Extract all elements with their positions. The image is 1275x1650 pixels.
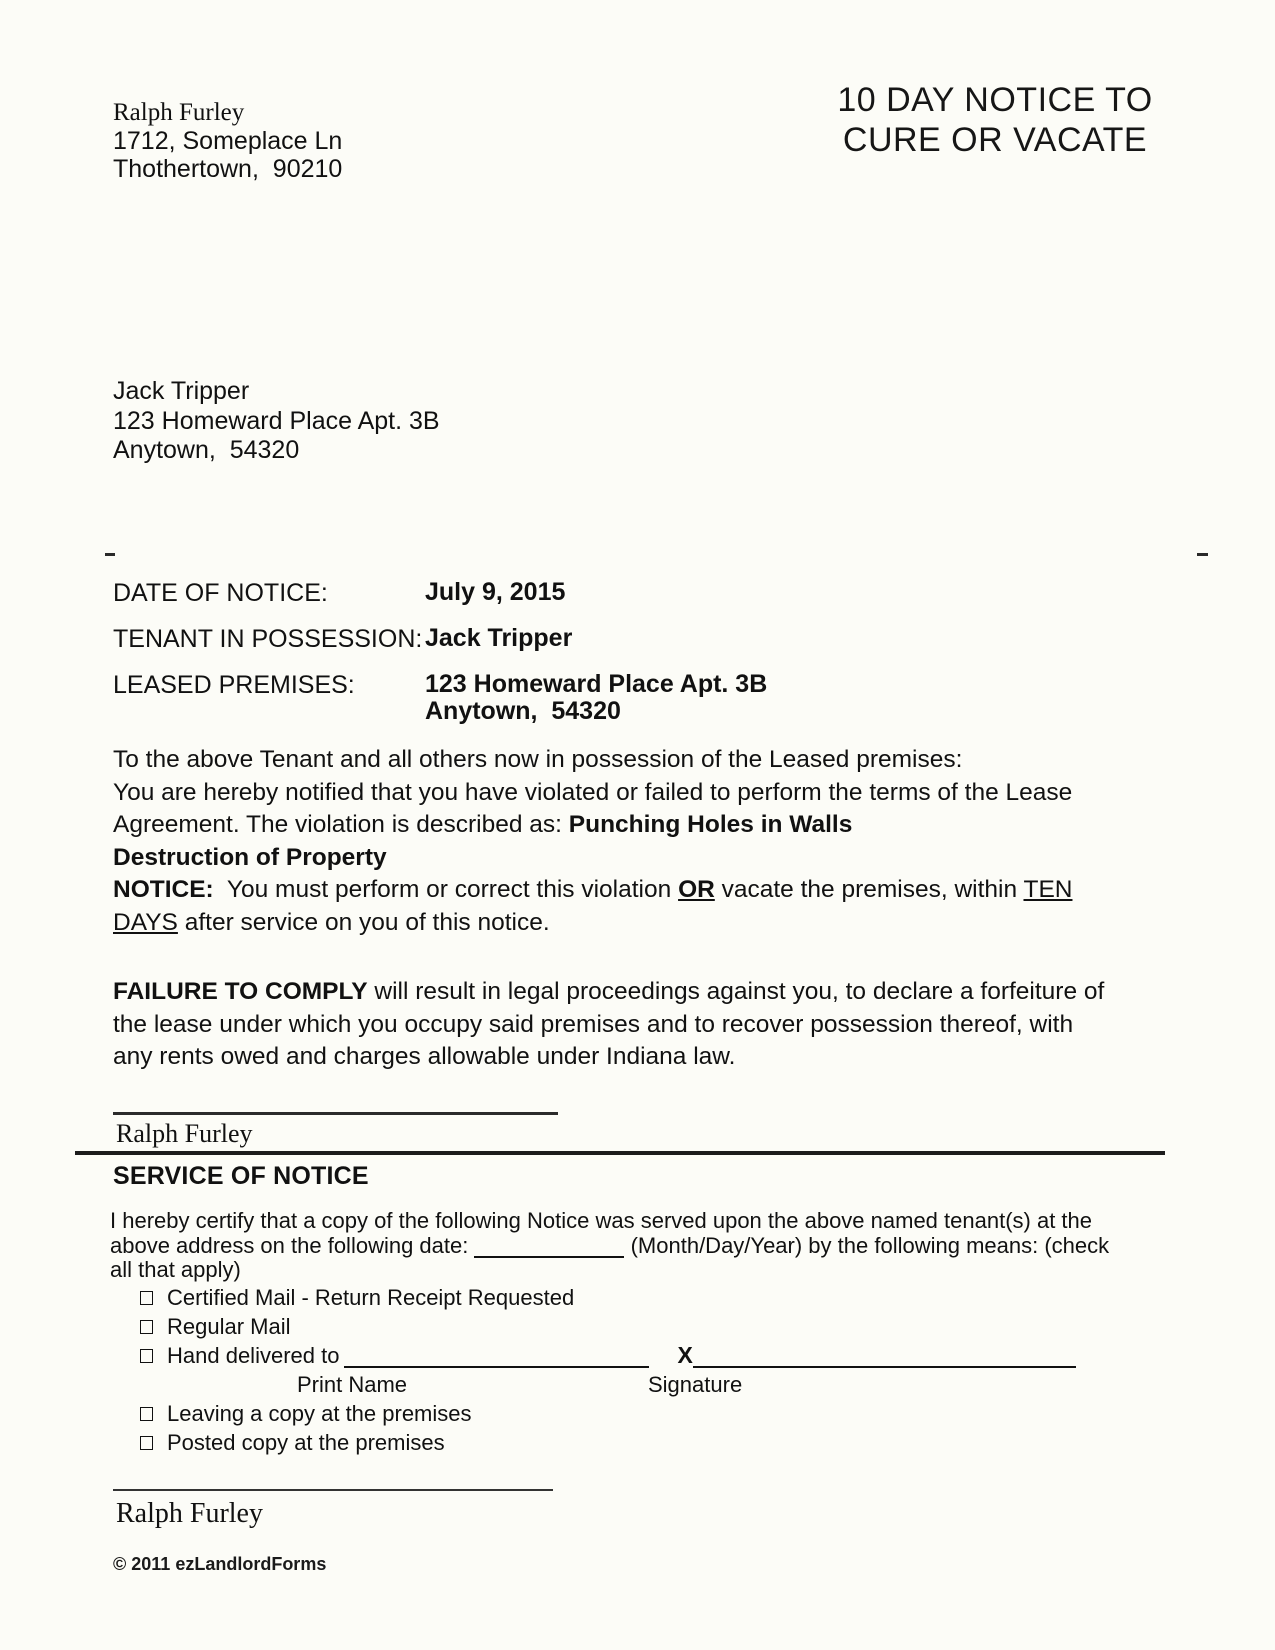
date-of-notice-value: July 9, 2015 <box>425 578 566 606</box>
salutation-line: To the above Tenant and all others now in possession of the Leased premises: <box>113 746 963 773</box>
leased-premises-value-line1: 123 Homeward Place Apt. 3B <box>425 670 768 698</box>
signature-x-mark: X <box>677 1342 693 1368</box>
fold-mark-right <box>1197 553 1208 556</box>
option-leaving-copy-row <box>140 1399 1076 1428</box>
notice-fields <box>113 579 767 742</box>
notice-ten-days-text: TEN DAYS <box>113 876 1073 936</box>
option-regular-mail-label: Regular Mail <box>167 1313 291 1339</box>
signature-caption: Signature <box>648 1372 743 1397</box>
violation-paragraphs <box>113 744 1113 939</box>
document-title-line1: 10 DAY NOTICE TO <box>837 81 1153 119</box>
certify-pre-text: I hereby certify that a copy of the following Notice was served upon the above named tenant(s) at the above address on the following date: <box>110 1208 1093 1258</box>
print-name-caption: Print Name <box>297 1372 408 1397</box>
document-title <box>770 80 1220 160</box>
tenant-name: Jack Tripper <box>113 377 250 405</box>
certify-post-text: (Month/Day/Year) by the following means: (check all that apply) <box>110 1232 1110 1282</box>
violation-detail-text: Destruction of Property <box>113 843 387 871</box>
landlord-address-line1: 1712, Someplace Ln <box>113 127 343 155</box>
checkbox-regular-mail[interactable] <box>140 1320 153 1334</box>
notice-mid-text: vacate the premises, within <box>714 876 1024 903</box>
checkbox-leaving-copy[interactable] <box>140 1407 153 1421</box>
violation-paragraph <box>113 777 1113 842</box>
leased-premises-value-line2: Anytown, 54320 <box>425 697 621 725</box>
option-leaving-copy-label: Leaving a copy at the premises <box>167 1400 472 1426</box>
notice-sentence <box>113 874 1113 939</box>
copyright-footer: © 2011 ezLandlordForms <box>113 1554 327 1574</box>
tenant-address-line1: 123 Homeward Place Apt. 3B <box>113 406 440 435</box>
landlord-name: Ralph Furley <box>113 99 245 126</box>
blank-captions-row <box>140 1370 1076 1399</box>
failure-paragraph <box>113 976 1113 1074</box>
tenant-in-possession-label: TENANT IN POSSESSION: <box>113 625 423 653</box>
notice-label: NOTICE: <box>113 876 214 903</box>
leased-premises-label: LEASED PREMISES: <box>113 671 355 699</box>
certify-paragraph <box>110 1209 1110 1283</box>
checkbox-hand-delivered[interactable] <box>140 1349 153 1363</box>
option-hand-delivered-row <box>140 1341 1076 1370</box>
failure-text: will result in legal proceedings against you, to declare a forfeiture of the lease under which you occupy said premises and to recover possession thereof, with any rents owed and charges allowable under Indiana law. <box>113 978 1105 1070</box>
failure-label: FAILURE TO COMPLY <box>113 978 368 1005</box>
date-of-notice-row <box>113 579 767 608</box>
option-certified-mail-row <box>140 1283 1076 1312</box>
tenant-address-block <box>113 377 440 466</box>
violation-intro-text: You are hereby notified that you have violated or failed to perform the terms of the Lease Agreement. The violation is described as: <box>113 778 1073 838</box>
service-of-notice-heading: SERVICE OF NOTICE <box>113 1162 369 1190</box>
notice-post-text: after service on you of this notice. <box>177 908 550 936</box>
service-date-blank[interactable] <box>474 1234 624 1258</box>
print-name-blank[interactable] <box>344 1344 649 1368</box>
notice-or-text: OR <box>678 876 715 903</box>
notice-pre-text: You must perform or correct this violation <box>213 876 679 903</box>
tenant-address-line2: Anytown, 54320 <box>113 436 300 464</box>
tenant-in-possession-row <box>113 625 767 654</box>
option-posted-copy-label: Posted copy at the premises <box>167 1429 445 1455</box>
service-means-checklist <box>140 1283 1076 1457</box>
server-signature-line[interactable] <box>113 1489 553 1491</box>
checkbox-posted-copy[interactable] <box>140 1436 153 1450</box>
landlord-address-block <box>113 99 342 183</box>
document-title-line2: CURE OR VACATE <box>842 121 1148 159</box>
signature-blank[interactable] <box>693 1344 1076 1368</box>
option-regular-mail-row <box>140 1312 1076 1341</box>
server-signature-name: Ralph Furley <box>116 1498 263 1529</box>
violation-name-text: Punching Holes in Walls <box>568 811 853 838</box>
leased-premises-row <box>113 671 767 725</box>
section-divider <box>75 1151 1165 1155</box>
option-certified-mail-label: Certified Mail - Return Receipt Requested <box>167 1284 575 1310</box>
tenant-in-possession-value: Jack Tripper <box>425 624 573 652</box>
option-posted-copy-row <box>140 1428 1076 1457</box>
checkbox-certified-mail[interactable] <box>140 1291 153 1305</box>
option-hand-delivered-label: Hand delivered to <box>167 1342 340 1368</box>
date-of-notice-label: DATE OF NOTICE: <box>113 579 328 607</box>
leased-premises-value <box>425 671 767 725</box>
landlord-signature-line[interactable] <box>113 1112 558 1115</box>
landlord-signature-name: Ralph Furley <box>116 1119 253 1148</box>
landlord-address-line2: Thothertown, 90210 <box>113 155 343 183</box>
fold-mark-left <box>105 553 115 556</box>
